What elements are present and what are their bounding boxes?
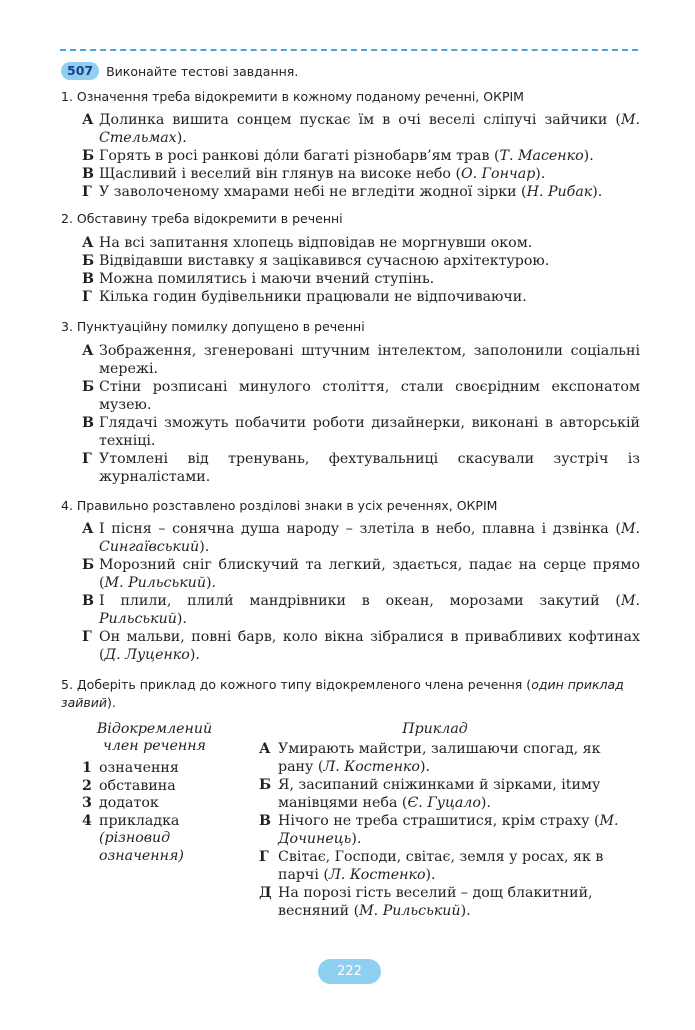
question-1-options <box>82 111 640 201</box>
question-2-options <box>82 234 640 306</box>
left-column-header: Відокремлений член речення <box>96 721 213 754</box>
example-item: Г Світає, Господи, світає, земля у росах, як в парчі (Л. Костенко). <box>259 849 604 883</box>
option: В І плили, плили́ мандрівники в океан, морозами закутий (М. Рильський). <box>82 593 640 627</box>
option: Г Кілька годин будівельники працювали не відпочиваючи. <box>82 289 527 305</box>
option: А На всі запитання хлопець відповідав не моргнувши оком. <box>82 235 533 251</box>
right-column-header: Приклад <box>402 721 468 737</box>
question-4: 4. Правильно розставлено розділові знаки в усіх реченнях, ОКРІМ <box>61 498 498 513</box>
option: В Можна помилятись і маючи вчений ступінь. <box>82 271 435 287</box>
list-item: 4 прикладка (різновид означення) <box>82 812 184 864</box>
example-item: Д На порозі гість веселий – дощ блакитний, весняний (М. Рильський). <box>259 885 593 919</box>
option: Б Морозний сніг блискучий та легкий, здається, падає на серце прямо (М. Рильський). <box>82 557 640 591</box>
question-1: 1. Означення треба відокремити в кожному поданому реченні, ОКРІМ <box>61 89 524 104</box>
task-instruction: Виконайте тестові завдання. <box>106 63 299 79</box>
page-number: 222 <box>318 959 381 984</box>
example-item: Б Я, засипаний сніжинками й зірками, itиму манівцями неба (Є. Гуцало). <box>259 777 601 811</box>
member-types-list <box>82 760 257 865</box>
example-item: А Умирають майстри, залишаючи спогад, як рану (Л. Костенко). <box>259 741 601 775</box>
option: Б Стіни розписані минулого століття, стали своєрідним експонатом музею. <box>82 379 640 413</box>
task-header <box>61 62 298 80</box>
list-item: 2 обставина <box>82 777 176 794</box>
option: В Глядачі зможуть побачити роботи дизайнерки, виконані в авторській техніці. <box>82 415 640 449</box>
option: А Зображення, згенеровані штучним інтелектом, заполонили соціальні мережі. <box>82 343 640 377</box>
option: Б Горять в росі ранкові до́ли багаті різнобарв’ям трав (Т. Масенко). <box>82 148 594 164</box>
option: А І пісня – сонячна душа народу – злетіла в небо, плавна і дзвінка (М. Сингаївський). <box>82 521 640 555</box>
question-3-options <box>82 342 640 486</box>
question-3: 3. Пунктуаційну помилку допущено в реченні <box>61 319 365 334</box>
question-2: 2. Обставину треба відокремити в реченні <box>61 211 343 226</box>
example-item: В Нічого не треба страшитися, крім страху (М. Дочинець). <box>259 813 619 847</box>
examples-list <box>259 740 640 920</box>
option: Г Он мальви, повні барв, коло вікна зібралися в привабливих кофтинах (Д. Луценко). <box>82 629 640 663</box>
task-number-badge: 507 <box>61 62 99 80</box>
dashed-separator <box>60 49 638 51</box>
option: В Щасливий і веселий він глянув на високе небо (О. Гончар). <box>82 166 546 182</box>
list-item: 1 означення <box>82 760 179 776</box>
option: Г У заволоченому хмарами небі не вгледіти жодної зірки (Н. Рибак). <box>82 184 603 200</box>
option: А Долинка вишита сонцем пускає їм в очі веселі сліпучі зайчики (М. Стельмах). <box>82 112 640 146</box>
option: Б Відвідавши виставку я зацікавився сучасною архітектурою. <box>82 253 550 269</box>
list-item: 3 додаток <box>82 795 159 811</box>
question-5: 5. Доберіть приклад до кожного типу відокремленого члена речення (один приклад зайвий). <box>61 677 624 710</box>
option: Г Утомлені від тренувань, фехтувальниці скасували зустріч із журналістами. <box>82 451 640 485</box>
question-4-options <box>82 520 640 664</box>
